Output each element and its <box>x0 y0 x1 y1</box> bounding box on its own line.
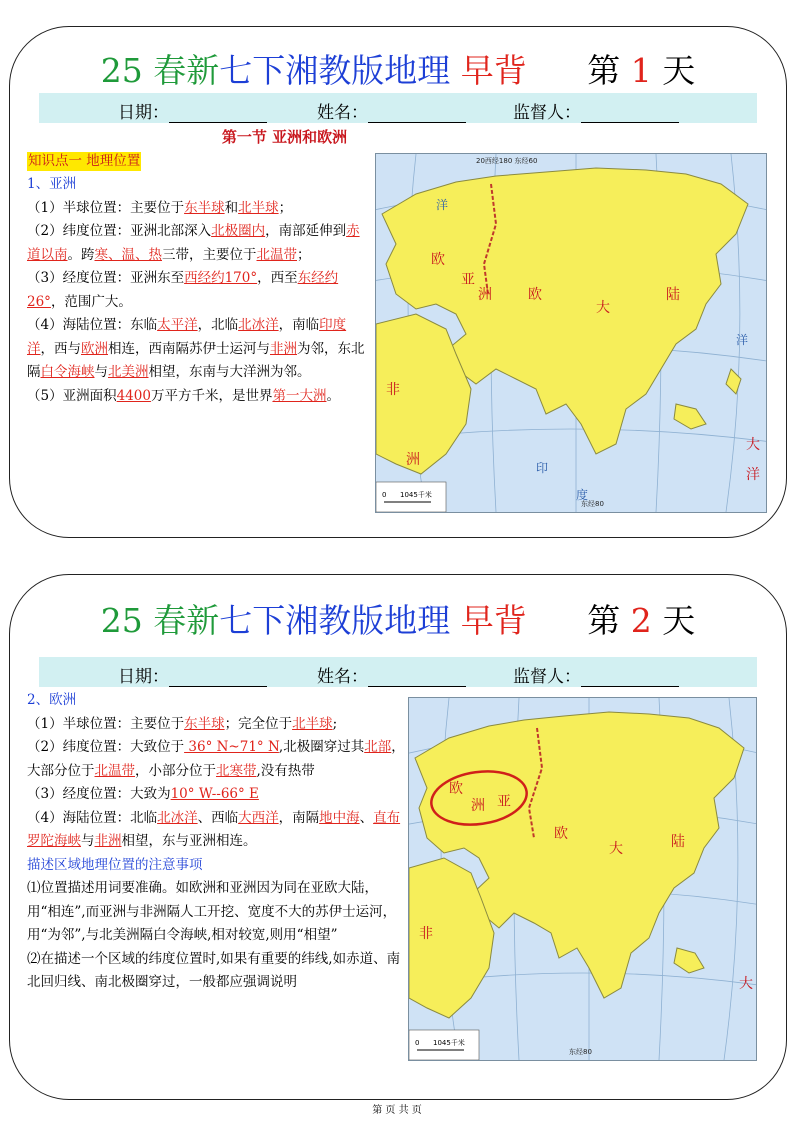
title-day-suffix: 天 <box>662 51 696 90</box>
europe-map <box>408 697 757 1061</box>
map-label-africa2: 洲 <box>406 452 420 468</box>
map-east-label: 东经80 <box>581 500 604 508</box>
map-label-india: 印 <box>536 461 549 475</box>
asia-latitude: （2）纬度位置：亚洲北部深入北极圈内，南部延伸到赤道以南。跨寒、温、热三带，主要位于北温带； <box>27 223 360 263</box>
title-day <box>587 601 695 640</box>
supervisor-field[interactable] <box>513 98 679 123</box>
day1-card <box>9 26 787 538</box>
map-label-land: 陆 <box>666 287 680 303</box>
map-label-big: 大 <box>596 300 610 316</box>
europe-longitude: （3）经度位置：大致为10° W--66° E <box>27 786 259 802</box>
map-label-sea1: 洋 <box>436 198 449 212</box>
scale-label: 1045千米 <box>400 491 432 499</box>
europe-map-graphic <box>409 698 756 1060</box>
scale-label: 1045千米 <box>433 1039 465 1047</box>
name-label: 姓名： <box>317 103 368 122</box>
name-label: 姓名： <box>317 667 368 686</box>
map-label-euro: 欧 <box>449 781 463 797</box>
map-label-continent: 洲 <box>478 287 492 303</box>
title-day-prefix: 第 <box>587 51 621 90</box>
note-2: ⑵在描述一个区域的纬度位置时,如果有重要的纬线,如赤道、南北回归线、南北极圈穿过，一般都应强调说明 <box>27 950 401 990</box>
title-course: 七下湘教版地理 <box>219 51 451 90</box>
asia-notes <box>27 126 372 408</box>
map-east-label: 东经80 <box>569 1048 592 1056</box>
europe-hemisphere: （1）半球位置：主要位于东半球；完全位于北半球; <box>27 715 338 732</box>
info-bar <box>39 93 757 123</box>
supervisor-field[interactable] <box>513 662 679 687</box>
map-label-euro2: 欧 <box>528 287 542 303</box>
map-label-big: 大 <box>609 841 623 857</box>
map-label-euro3: 欧 <box>554 826 568 842</box>
asia-land-sea: （4）海陆位置：东临太平洋，北临北冰洋，南临印度洋，西与欧洲相连，西南隔苏伊士运河与非洲为邻，东北隔白令海峡与北美洲相望，东南与大洋洲为邻。 <box>27 317 365 380</box>
day2-title <box>10 595 786 642</box>
date-field[interactable] <box>118 662 267 687</box>
title-day <box>587 51 695 90</box>
map-label-continent: 洲 <box>471 798 485 814</box>
map-label-sea2: 洋 <box>736 333 749 347</box>
europe-land-sea: （4）海陆位置：北临北冰洋、西临大西洋，南隔地中海、直布罗陀海峡与非洲相望，东与亚洲相连。 <box>27 809 401 849</box>
map-label-na1: 大 <box>739 976 753 992</box>
supervisor-label: 监督人： <box>513 103 581 122</box>
asia-heading: 1、亚洲 <box>27 176 77 192</box>
note-title: 描述区域地理位置的注意事项 <box>27 856 203 873</box>
info-bar <box>39 657 757 687</box>
title-morning: 早背 <box>460 51 527 90</box>
asia-area: （5）亚洲面积4400万平方千米，是世界第一大洲。 <box>27 387 340 404</box>
map-label-africa: 非 <box>386 382 400 398</box>
asia-map-graphic <box>376 154 766 512</box>
map-label-na2: 洋 <box>746 467 760 483</box>
section-title: 第一节 亚洲和欧洲 <box>221 128 348 146</box>
title-day-number: 1 <box>630 51 652 90</box>
map-top-coords: 20西经180 东经60 <box>476 157 538 165</box>
date-field[interactable] <box>118 98 267 123</box>
title-course: 七下湘教版地理 <box>219 601 451 640</box>
europe-notes <box>27 689 405 995</box>
map-label-india2: 度 <box>576 488 589 502</box>
title-prefix: 25 春新 <box>100 51 220 90</box>
page-footer: 第 页 共 页 <box>372 1105 422 1116</box>
note-1: ⑴位置描述用词要准确。如欧洲和亚洲因为同在亚欧大陆，用“相连”,而亚洲与非洲隔人工开挖、宽度不大的苏伊士运河，用“为邻”,与北美洲隔白令海峡,相对较宽,则用“相望” <box>27 880 397 943</box>
asia-map <box>375 153 767 513</box>
supervisor-label: 监督人： <box>513 667 581 686</box>
europe-heading: 2、欧洲 <box>27 692 77 708</box>
title-morning: 早背 <box>460 601 527 640</box>
date-label: 日期： <box>118 103 169 122</box>
name-field[interactable] <box>317 662 466 687</box>
title-prefix: 25 春新 <box>100 601 220 640</box>
scale-zero: 0 <box>415 1039 420 1047</box>
date-label: 日期： <box>118 667 169 686</box>
map-label-na1: 大 <box>746 437 760 453</box>
day2-card <box>9 574 787 1100</box>
asia-hemisphere: （1）半球位置：主要位于东半球和北半球； <box>27 199 293 216</box>
asia-longitude: （3）经度位置：亚洲东至西经约170°，西至东经约 26°，范围广大。 <box>27 270 339 310</box>
day1-title <box>10 45 786 92</box>
map-label-asia: 亚 <box>461 272 475 288</box>
map-label-land: 陆 <box>671 834 685 850</box>
scale-zero: 0 <box>382 491 387 499</box>
map-label-asia: 亚 <box>497 794 511 810</box>
title-day-prefix: 第 <box>587 601 621 640</box>
map-label-africa: 非 <box>419 926 433 942</box>
title-day-number: 2 <box>630 601 652 640</box>
title-day-suffix: 天 <box>662 601 696 640</box>
knowledge-point-label: 知识点一 地理位置 <box>28 152 141 169</box>
name-field[interactable] <box>317 98 466 123</box>
map-label-euro: 欧 <box>431 252 445 268</box>
europe-latitude: （2）纬度位置：大致位于 36° N~71° N,北极圈穿过其北部，大部分位于北温带，小部分位于北寒带,没有热带 <box>27 739 405 779</box>
